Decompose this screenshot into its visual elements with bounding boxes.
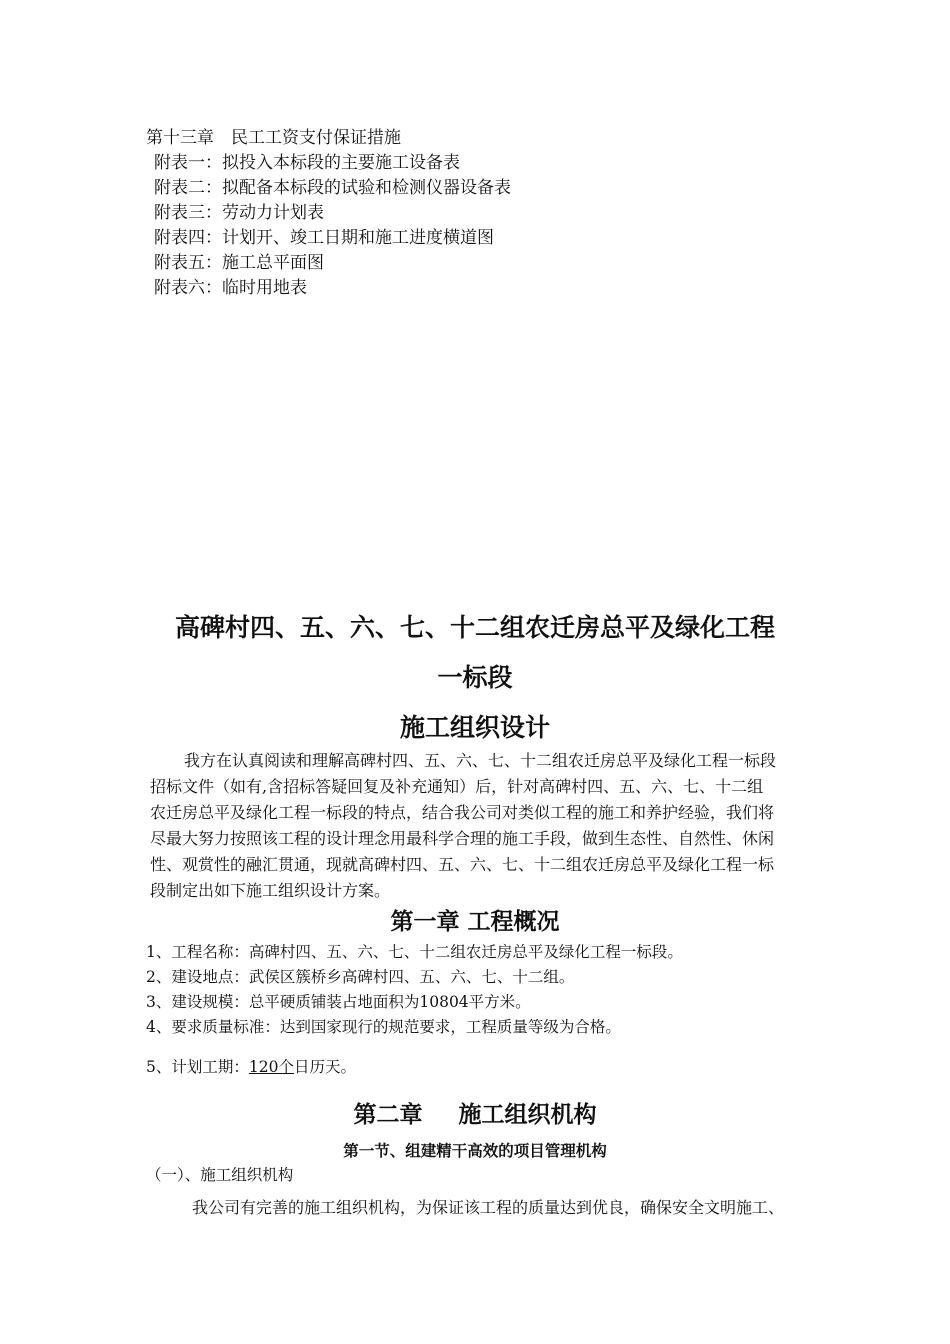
overview-item: 4、要求质量标准：达到国家现行的规范要求，工程质量等级为合格。 [146, 1018, 621, 1036]
subsection-heading: （一）、施工组织机构 [146, 1166, 294, 1184]
intro-line: 性、观赏性的融汇贯通，现就高碑村四、五、六、七、十二组农迁房总平及绿化工程一标 [150, 855, 775, 874]
document-title: 高碑村四、五、六、七、十二组农迁房总平及绿化工程 [174, 613, 775, 642]
intro-line: 尽最大努力按照该工程的设计理念用最科学合理的施工手段，做到生态性、自然性、休闲 [150, 829, 775, 848]
duration-value: 120个 [248, 1058, 294, 1076]
toc-item: 附表一：拟投入本标段的主要施工设备表 [154, 153, 460, 173]
intro-line: 段制定出如下施工组织设计方案。 [150, 881, 391, 900]
overview-item: 1、工程名称：高碑村四、五、六、七、十二组农迁房总平及绿化工程一标段。 [146, 943, 683, 961]
toc-item: 附表二：拟配备本标段的试验和检测仪器设备表 [154, 178, 511, 198]
duration-label: 5、计划工期： [146, 1058, 249, 1076]
toc-item: 第十三章 民工工资支付保证措施 [146, 128, 401, 148]
chapter2-number: 第二章 [353, 1101, 423, 1128]
chapter2-heading [0, 1096, 950, 1129]
overview-item: 2、建设地点：武侯区簇桥乡高碑村四、五、六、七、十二组。 [146, 968, 575, 986]
intro-line: 农迁房总平及绿化工程一标段的特点，结合我公司对类似工程的施工和养护经验，我们将 [150, 803, 775, 822]
chapter1-heading: 第一章 工程概况 [390, 908, 560, 935]
intro-line: 招标文件（如有,含招标答疑回复及补充通知）后，针对高碑村四、五、六、七、十二组 [150, 777, 764, 796]
overview-item: 3、建设规模：总平硬质铺装占地面积为10804平方米。 [146, 993, 531, 1011]
document-subtitle: 施工组织设计 [399, 713, 550, 742]
overview-item-duration [146, 1055, 356, 1077]
section-heading: 第一节、组建精干高效的项目管理机构 [343, 1141, 607, 1160]
toc-item: 附表三：劳动力计划表 [154, 203, 324, 223]
chapter2-title: 施工组织机构 [458, 1101, 597, 1128]
toc-item: 附表四：计划开、竣工日期和施工进度横道图 [154, 228, 494, 248]
document-title-line2: 一标段 [437, 663, 513, 692]
toc-item: 附表五：施工总平面图 [154, 253, 324, 273]
body-paragraph: 我公司有完善的施工组织机构，为保证该工程的质量达到优良，确保安全文明施工、 [192, 1198, 785, 1217]
toc-item: 附表六：临时用地表 [154, 278, 307, 298]
intro-line: 我方在认真阅读和理解高碑村四、五、六、七、十二组农迁房总平及绿化工程一标段 [184, 751, 777, 770]
duration-unit: 日历天。 [293, 1058, 356, 1076]
